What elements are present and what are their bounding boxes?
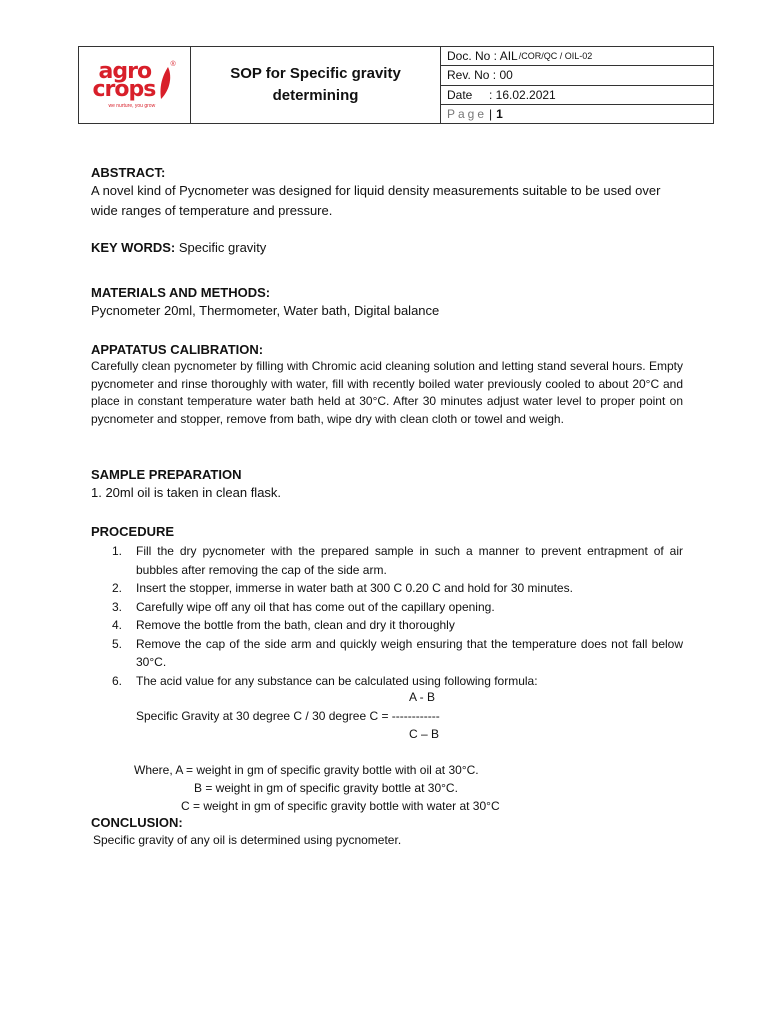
keywords-line: [91, 238, 683, 258]
page-number: 1: [496, 106, 503, 121]
abstract-text: A novel kind of Pycnometer was designed for liquid density measurements suitable to be used over wide ranges of temperature and pressure.: [91, 183, 661, 218]
revision-row: [441, 66, 713, 85]
page-separator: |: [489, 106, 493, 121]
sample-text: 1. 20ml oil is taken in clean flask.: [91, 485, 282, 500]
procedure-step: 1. Fill the dry pycnometer with the prepared sample in such a manner to prevent entrapment of air bubbles after removing the cap of the side arm.: [112, 544, 683, 577]
calibration-heading: APPATATUS CALIBRATION:: [91, 342, 264, 357]
document-title: SOP for Specific gravity determining: [191, 47, 441, 123]
logo-cell: [79, 47, 191, 123]
logo-text-crops: crops: [92, 77, 156, 102]
legend-b: B = weight in gm of specific gravity bottle at 30°C.: [194, 781, 458, 795]
logo-text-agro: agro: [98, 59, 152, 84]
formula-denominator: C – B: [409, 727, 440, 741]
procedure-list: [91, 542, 683, 690]
calibration-text: Carefully clean pycnometer by filling with Chromic acid cleaning solution and letting stand several hours. Empty pycnometer and rinse thoroughly with water, fill with recently boiled water previously cooled to about 20°C and place in constant temperature water bath held at 30°C. After 30 minutes adjust water level to proper point on pycnometer and stopper, remove from bath, wipe dry with clean cloth or towel and weigh.: [91, 359, 683, 426]
procedure-step: 4. Remove the bottle from the bath, clean and dry it thoroughly: [112, 618, 455, 632]
procedure-heading: PROCEDURE: [91, 524, 175, 539]
procedure-step: 2. Insert the stopper, immerse in water bath at 300 C 0.20 C and hold for 30 minutes.: [112, 581, 573, 595]
doc-number-row: [441, 47, 713, 66]
materials-text: Pycnometer 20ml, Thermometer, Water bath, Digital balance: [91, 303, 440, 318]
materials-heading: MATERIALS AND METHODS:: [91, 285, 271, 300]
conclusion-heading: CONCLUSION:: [91, 815, 183, 830]
logo-tagline: we nurture, you grow: [108, 103, 156, 109]
doc-number-code: /COR/QC / OIL-02: [518, 51, 593, 62]
revision-number: Rev. No : 00: [447, 68, 513, 83]
document-header-table: [78, 46, 714, 124]
legend-c: C = weight in gm of specific gravity bottle with water at 30°C: [181, 799, 500, 813]
date-value: : 16.02.2021: [489, 87, 556, 102]
leaf-icon: [157, 65, 173, 101]
sample-heading: SAMPLE PREPARATION: [91, 467, 242, 482]
document-meta: [441, 47, 713, 123]
page-label: Page: [447, 106, 488, 121]
date-row: [441, 86, 713, 105]
date-label: Date: [447, 87, 473, 102]
formula-lhs: Specific Gravity at 30 degree C / 30 degree C = ------------: [136, 709, 440, 723]
procedure-step: 5. Remove the cap of the side arm and quickly weigh ensuring that the temperature does not fall below 30°C.: [112, 636, 683, 669]
keywords-value: Specific gravity: [178, 240, 267, 255]
procedure-step: 6. The acid value for any substance can be calculated using following formula:: [112, 673, 538, 688]
legend-a: Where, A = weight in gm of specific gravity bottle with oil at 30°C.: [134, 763, 479, 777]
abstract-heading: ABSTRACT:: [91, 165, 166, 180]
conclusion-text: Specific gravity of any oil is determined using pycnometer.: [93, 833, 402, 847]
doc-number-label: Doc. No : AIL: [447, 49, 518, 64]
registered-mark-icon: ®: [170, 61, 176, 68]
procedure-step: 3. Carefully wipe off any oil that has come out of the capillary opening.: [112, 599, 495, 614]
procedure-list-container: [91, 542, 683, 690]
agrocrops-logo: [87, 59, 183, 111]
formula-numerator: A - B: [409, 690, 436, 704]
keywords-label: KEY WORDS:: [91, 240, 176, 255]
page-row: [441, 105, 713, 123]
